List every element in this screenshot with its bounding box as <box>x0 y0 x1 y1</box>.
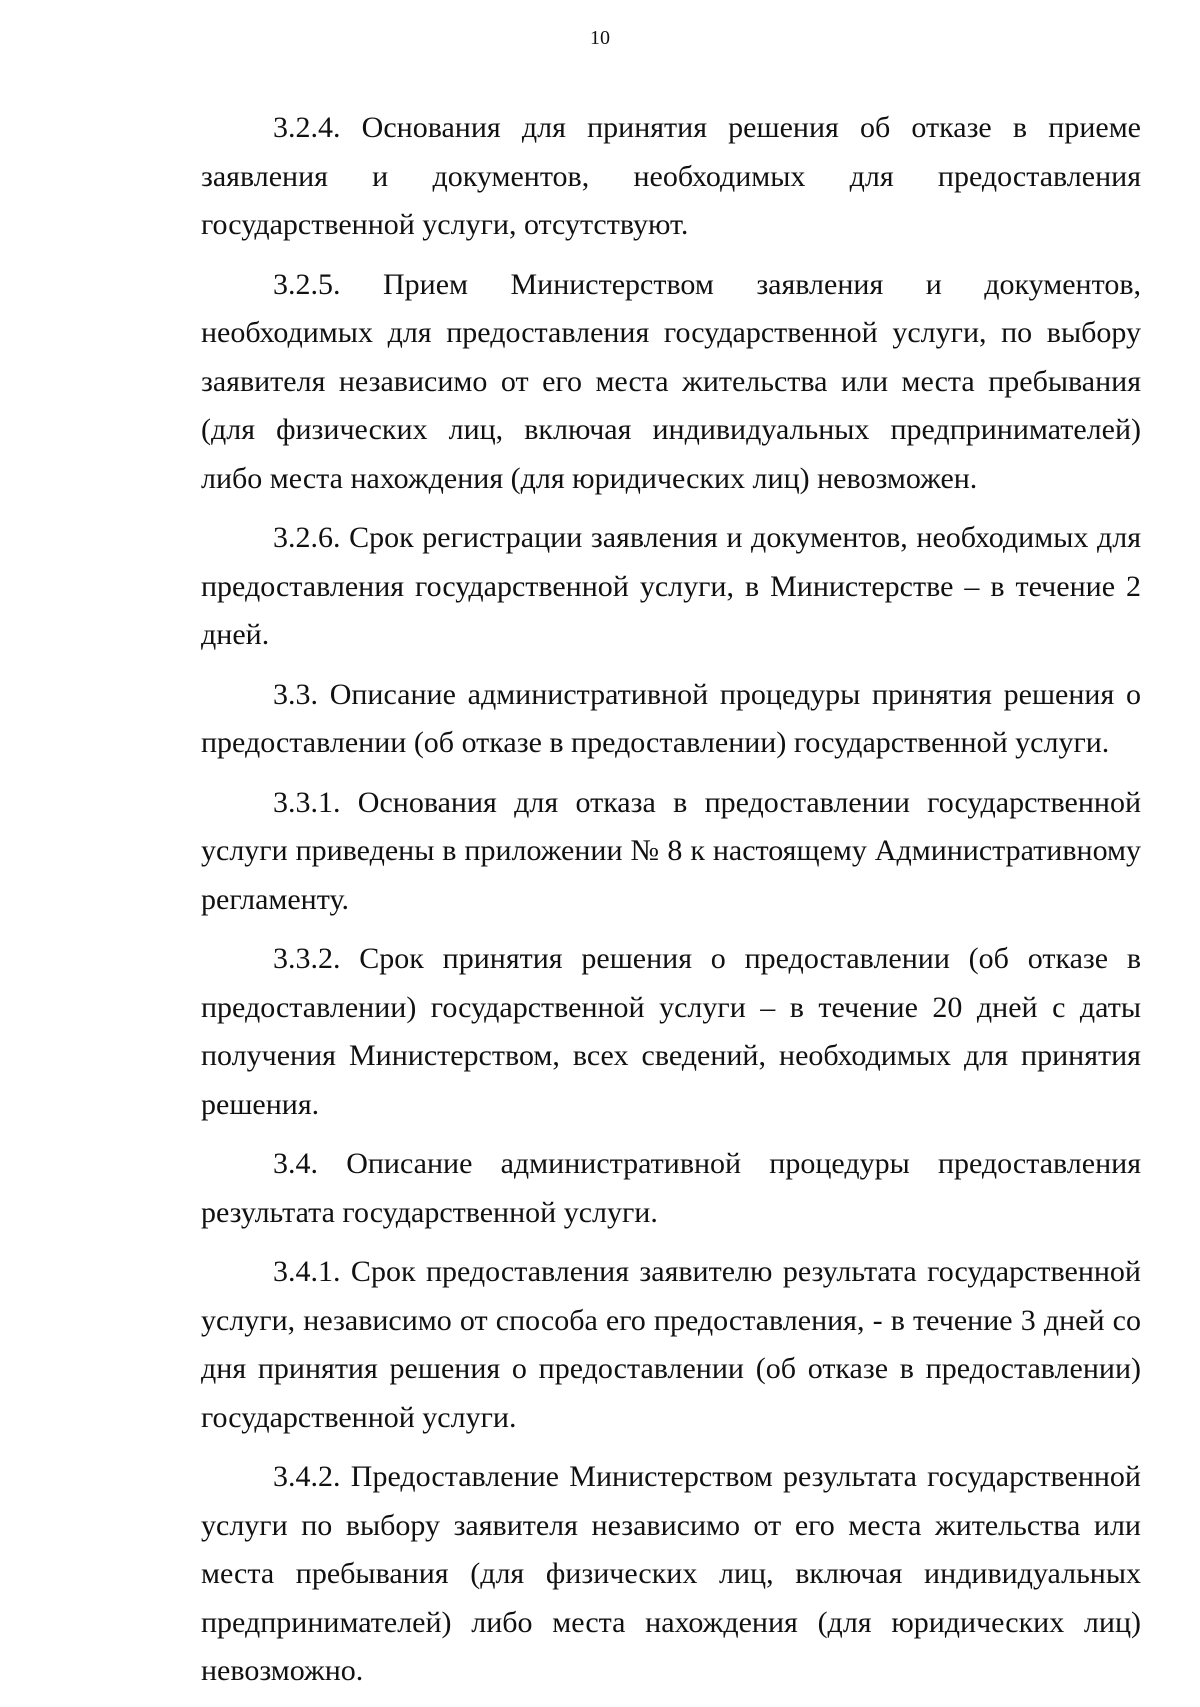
paragraph-3-2-4: 3.2.4. Основания для принятия решения об отказе в приеме заявления и документов, необходимых для предоставления государственной услуги, отсутствуют. <box>201 111 1141 241</box>
page-number: 10 <box>590 27 610 49</box>
paragraph-3-4-2: 3.4.2. Предоставление Министерством результата государственной услуги по выбору заявителя независимо от его места жительства или места пребывания (для физических лиц, включая индивидуальных предпринимателей) либо места нахождения (для юридических лиц) невозможно. <box>201 1460 1141 1687</box>
document-body <box>201 104 1141 1707</box>
paragraph-3-3-1: 3.3.1. Основания для отказа в предоставлении государственной услуги приведены в приложении № 8 к настоящему Административному регламенту. <box>201 785 1141 916</box>
paragraph-3-3: 3.3. Описание административной процедуры принятия решения о предоставлении (об отказе в предоставлении) государственной услуги. <box>201 677 1141 759</box>
paragraph-3-4: 3.4. Описание административной процедуры предоставления результата государственной услуги. <box>201 1147 1141 1229</box>
paragraph-3-2-6: 3.2.6. Срок регистрации заявления и документов, необходимых для предоставления государственной услуги, в Министерстве – в течение 2 дней. <box>201 521 1141 651</box>
paragraph-3-4-1: 3.4.1. Срок предоставления заявителю результата государственной услуги, независимо от способа его предоставления, - в течение 3 дней со дня принятия решения о предоставлении (об отказе в предоставлении) государственной услуги. <box>201 1255 1141 1434</box>
paragraph-3-2-5: 3.2.5. Прием Министерством заявления и документов, необходимых для предоставления государственной услуги, по выбору заявителя независимо от его места жительства или места пребывания (для физических лиц, включая индивидуальных предпринимателей) либо места нахождения (для юридических лиц) невозможен. <box>201 267 1141 495</box>
paragraph-3-3-2: 3.3.2. Срок принятия решения о предоставлении (об отказе в предоставлении) государственной услуги – в течение 20 дней с даты получения Министерством, всех сведений, необходимых для принятия решения. <box>201 942 1141 1121</box>
